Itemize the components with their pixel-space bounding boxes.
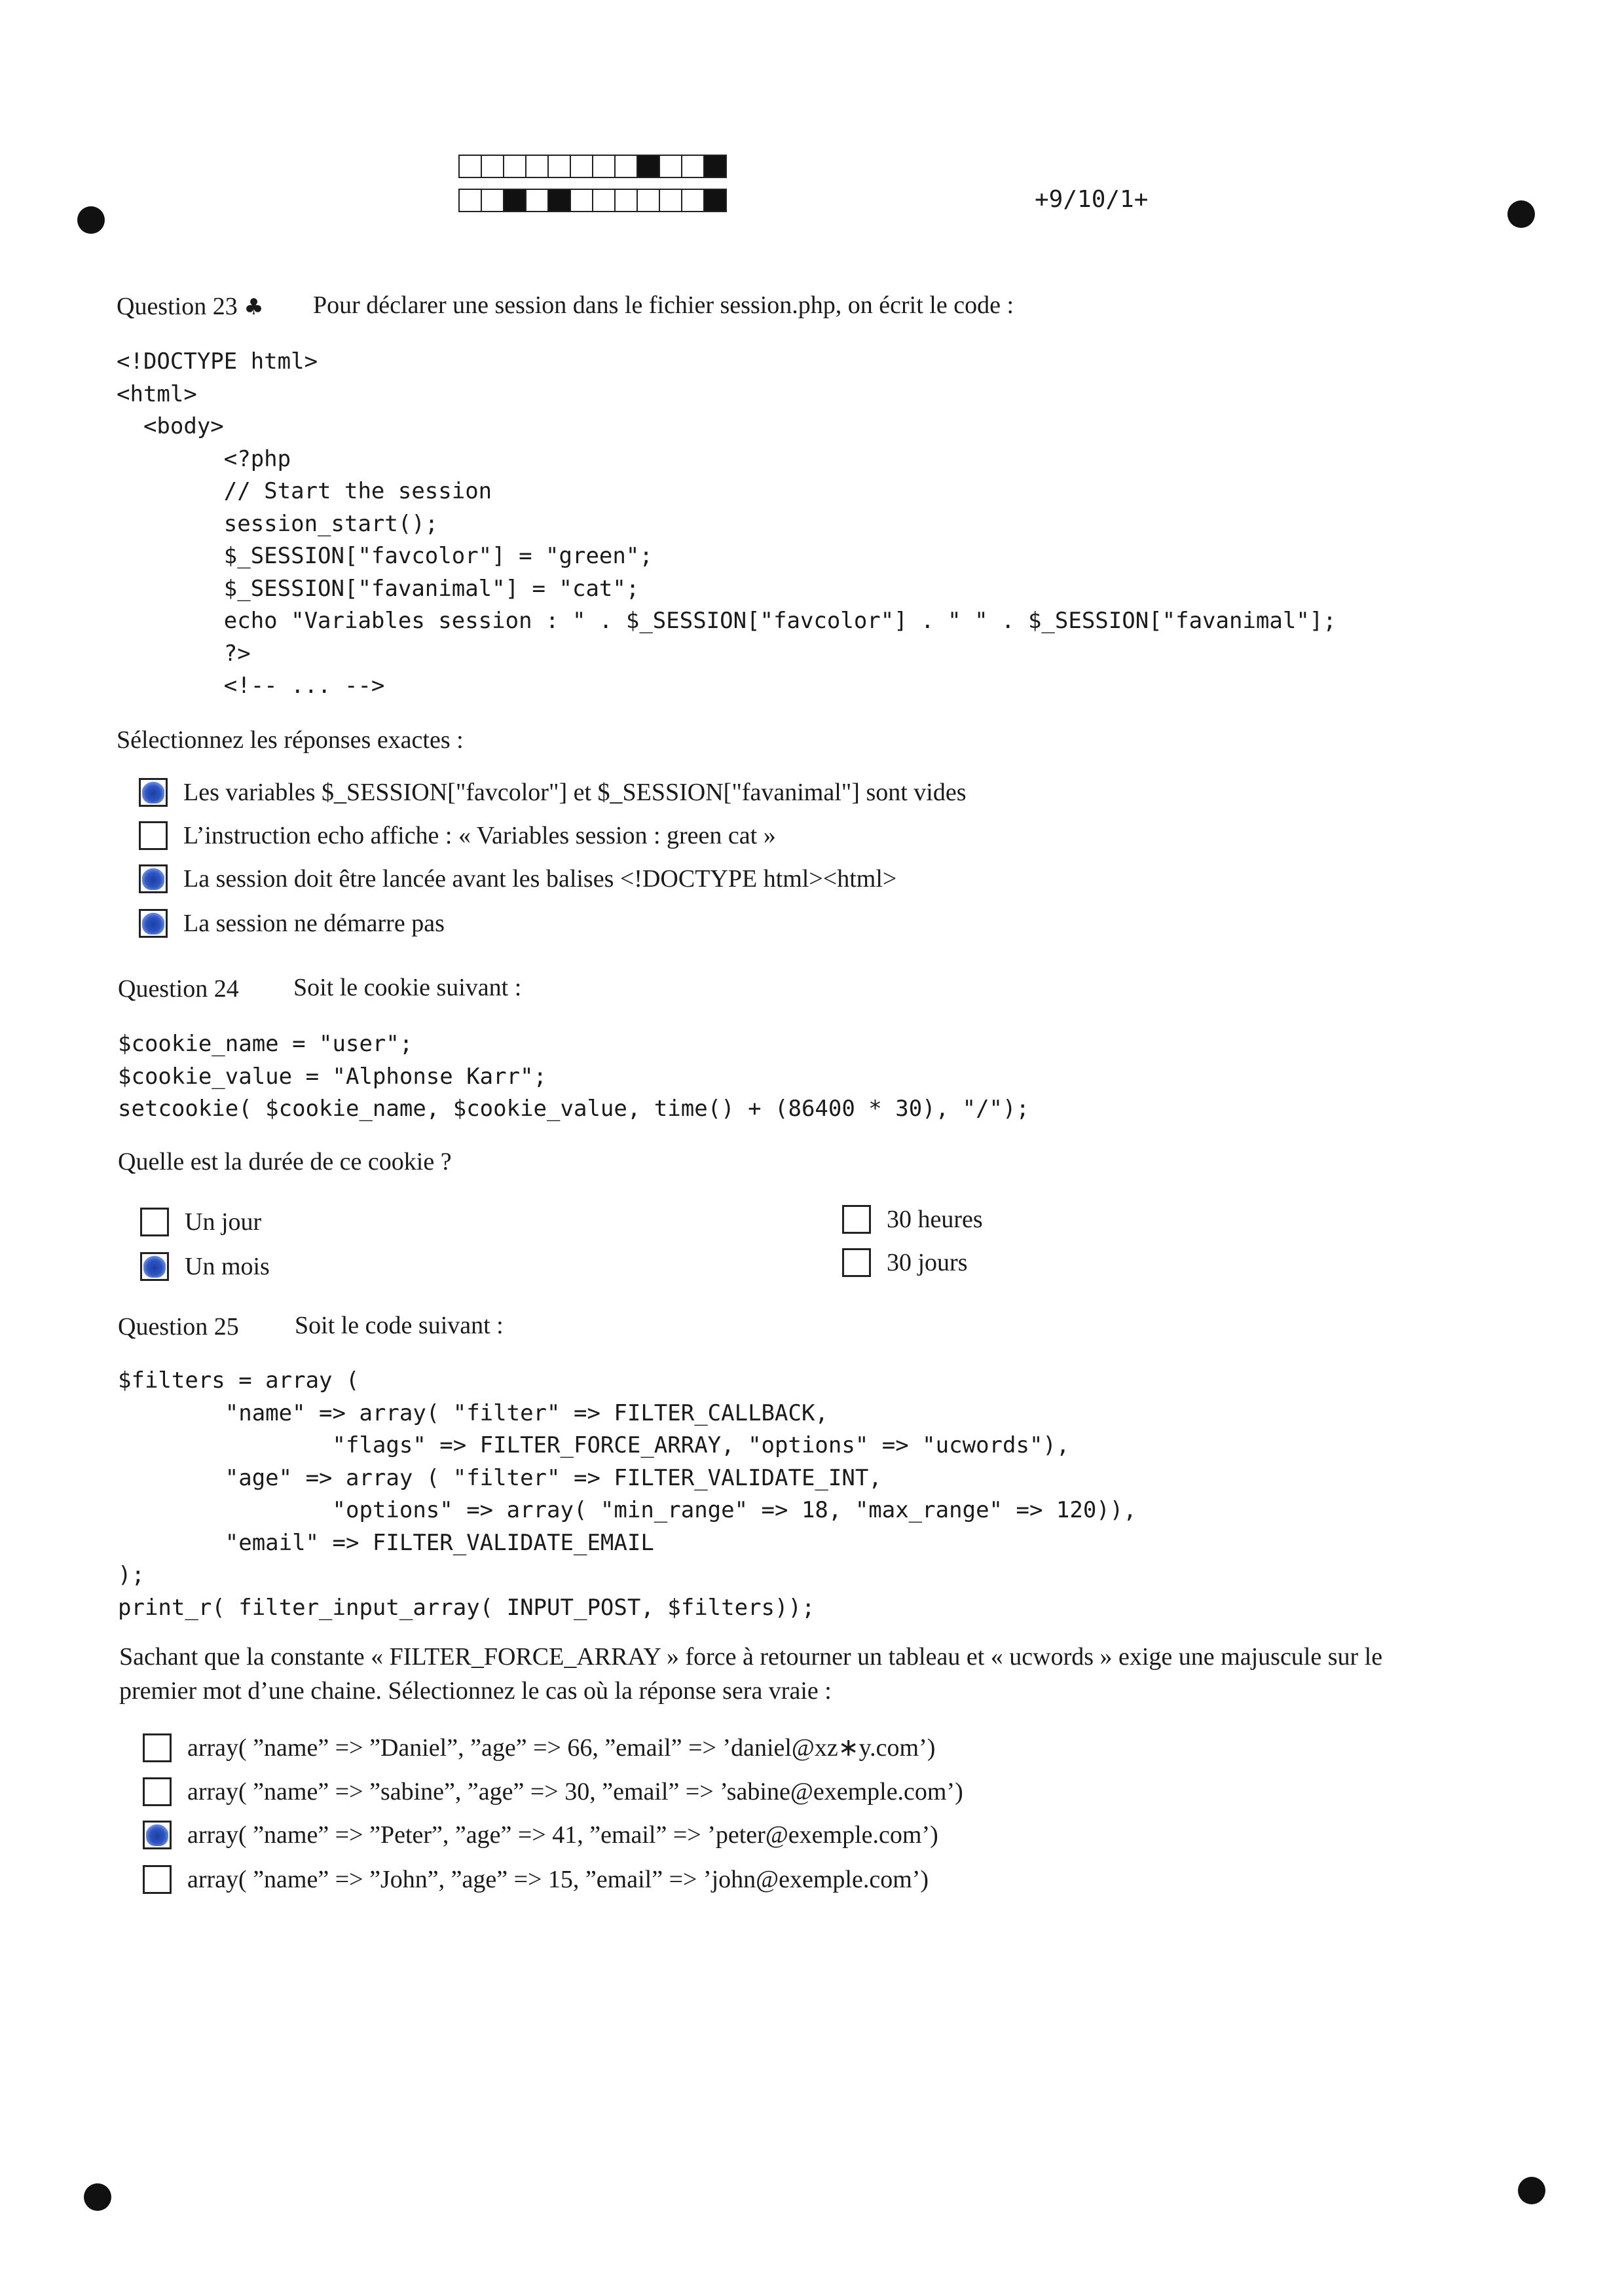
q23-option-2[interactable] — [139, 821, 776, 850]
registration-mark-bottom-right — [1518, 2177, 1545, 2204]
checkbox[interactable] — [842, 1248, 871, 1277]
option-label: array( ”name” => ”John”, ”age” => 15, ”email” => ’john@exemple.com’) — [187, 1866, 929, 1893]
option-label: 30 jours — [887, 1249, 968, 1276]
question-23-instruction: Sélectionnez les réponses exactes : — [117, 726, 464, 754]
option-label: Un mois — [185, 1253, 270, 1280]
question-24-prompt: Soit le cookie suivant : — [293, 974, 522, 1001]
option-label: L’instruction echo affiche : « Variables session : green cat » — [183, 822, 776, 849]
option-label: La session doit être lancée avant les balises <!DOCTYPE html><html> — [183, 865, 897, 893]
option-label: array( ”name” => ”Daniel”, ”age” => 66, ”email” => ’daniel@xz∗y.com’) — [187, 1734, 936, 1762]
page-id: +9/10/1+ — [1035, 186, 1149, 213]
checkbox[interactable] — [842, 1205, 871, 1234]
question-25-explanation-line-1: Sachant que la constante « FILTER_FORCE_ARRAY » force à retourner un tableau et « ucwords » exige une majuscule sur le — [119, 1643, 1383, 1671]
checkbox[interactable] — [140, 1252, 169, 1281]
q23-option-1[interactable] — [139, 778, 967, 807]
question-23-prompt: Pour déclarer une session dans le fichier session.php, on écrit le code : — [313, 291, 1014, 319]
option-label: Les variables $_SESSION["favcolor"] et $_SESSION["favanimal"] sont vides — [183, 779, 967, 806]
question-24-header: Question 24 — [118, 975, 239, 1003]
checkbox[interactable] — [139, 778, 168, 807]
option-label: La session ne démarre pas — [183, 910, 445, 937]
registration-mark-top-left — [77, 206, 105, 234]
question-25-code: $filters = array ( "name" => array( "filter" => FILTER_CALLBACK, "flags" => FILTER_FORCE_ARRAY, "options" => "ucwords"), "age" => array ( "filter" => FILTER_VALIDATE_INT, "options" => array( "min_range" => 18, "max_range" => 120)), "email" => FILTER_VALIDATE_EMAIL ); print_r( filter_input_array( INPUT_POST, $filters)); — [118, 1367, 1137, 1621]
checkbox[interactable] — [143, 1777, 172, 1806]
question-23-code: <!DOCTYPE html> <html> <body> <?php // Start the session session_start(); $_SESSION["favcolor"] = "green"; $_SESSION["favanimal"] = "cat"; echo "Variables session : " . $_SESSION["favcolor"] . " " . $_SESSION["favanimal"]; ?> <!-- ... --> — [117, 348, 1337, 699]
checkbox[interactable] — [140, 1208, 169, 1236]
question-25-prompt: Soit le code suivant : — [295, 1312, 504, 1339]
q23-option-4[interactable] — [139, 909, 445, 938]
checkbox[interactable] — [143, 1733, 172, 1762]
q25-option-3[interactable] — [143, 1821, 938, 1849]
option-label: 30 heures — [887, 1206, 983, 1233]
question-25-header: Question 25 — [118, 1313, 239, 1341]
question-24-code: $cookie_name = "user"; $cookie_value = "Alphonse Karr"; setcookie( $cookie_name, $cookie_value, time() + (86400 * 30), "/"); — [118, 1031, 1029, 1122]
id-grid-row-2 — [458, 189, 726, 212]
q24-option-1[interactable] — [140, 1208, 261, 1236]
club-icon: ♣ — [244, 294, 264, 320]
option-label: array( ”name” => ”Peter”, ”age” => 41, ”email” => ’peter@exemple.com’) — [187, 1821, 938, 1849]
option-label: Un jour — [185, 1208, 262, 1236]
q24-option-2[interactable] — [140, 1252, 270, 1281]
question-label: Question 23 — [117, 293, 238, 320]
checkbox[interactable] — [139, 864, 168, 893]
checkbox[interactable] — [143, 1865, 172, 1894]
checkbox[interactable] — [143, 1821, 172, 1849]
option-label: array( ”name” => ”sabine”, ”age” => 30, ”email” => ’sabine@exemple.com’) — [187, 1778, 963, 1805]
q24-option-3[interactable] — [842, 1205, 983, 1234]
registration-mark-bottom-left — [84, 2183, 111, 2211]
question-25-explanation-line-2: premier mot d’une chaine. Sélectionnez le cas où la réponse sera vraie : — [119, 1677, 832, 1705]
checkbox[interactable] — [139, 821, 168, 850]
question-24-question: Quelle est la durée de ce cookie ? — [118, 1148, 452, 1176]
checkbox[interactable] — [139, 909, 168, 938]
q24-option-4[interactable] — [842, 1248, 968, 1277]
registration-mark-top-right — [1507, 200, 1535, 228]
id-grid-row-1 — [458, 155, 726, 178]
q25-option-2[interactable] — [143, 1777, 963, 1806]
q25-option-1[interactable] — [143, 1733, 935, 1762]
q23-option-3[interactable] — [139, 864, 896, 893]
q25-option-4[interactable] — [143, 1865, 929, 1894]
question-23-header — [117, 292, 264, 321]
